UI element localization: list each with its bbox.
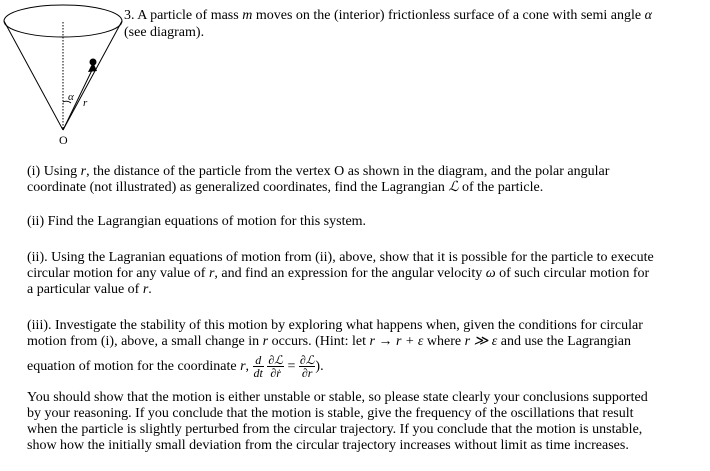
part-iii-line-3: equation of motion for the coordinate r, $\frac{d}{dt}$ $\frac{\text{∂ℒ}}{\text{∂ṙ}}$ = $\frac{\text{∂ℒ}}{\partial r}$ ).: [27, 353, 324, 381]
part-i-line-1: (i) Using r, the distance of the particle from the vertex O as shown in the diagram, and the polar angular: [27, 164, 610, 179]
origin-label: O: [59, 133, 68, 147]
r-label: r: [83, 97, 88, 109]
part-iii-para-3: when the particle is slightly perturbed from the circular trajectory. If you conclude that the motion is unstable,: [27, 422, 643, 437]
part-ii-b-line-1: (ii). Using the Lagranian equations of motion from (ii), above, show that it is possible for the particle to execute: [27, 250, 654, 265]
question-line-2: (see diagram).: [124, 25, 205, 40]
alpha-label: α: [68, 91, 74, 103]
part-iii-line-1: (iii). Investigate the stability of this motion by exploring what happens when, given the conditions for circular: [27, 318, 643, 333]
part-ii-b-line-3: a particular value of r.: [27, 282, 152, 297]
cone-diagram: [0, 0, 125, 150]
part-iii-para-2: by your reasoning. If you conclude that the motion is stable, give the frequency of the oscillations that result: [27, 406, 634, 421]
part-iii-para-4: show how the initially small deviation from the circular trajectory increases without limit as time increases.: [27, 438, 629, 453]
question-number: 3.: [124, 8, 135, 23]
part-iii-para-1: You should show that the motion is either unstable or stable, so please state clearly your conclusions supported: [27, 390, 648, 405]
part-iii-line-2: motion from (i), above, a small change in r occurs. (Hint: let r → r + ε where r ≫ ε and use the Lagrangian: [27, 334, 631, 349]
part-i-line-2: coordinate (not illustrated) as generalized coordinates, find the Lagrangian ℒ of the particle.: [27, 180, 544, 195]
particle-dot: [90, 59, 97, 66]
part-ii-a-line: (ii) Find the Lagrangian equations of motion for this system.: [27, 214, 367, 229]
part-ii-b-line-2: circular motion for any value of r, and find an expression for the angular velocity ω of such circular motion for: [27, 266, 650, 281]
question-line-1: 3. A particle of mass m moves on the (interior) frictionless surface of a cone with semi angle α: [124, 8, 652, 23]
lagrange-equation: $\frac{d}{dt}$ $\frac{\text{∂ℒ}}{\text{∂ṙ}}$ = $\frac{\text{∂ℒ}}{\partial r}$: [253, 353, 315, 381]
